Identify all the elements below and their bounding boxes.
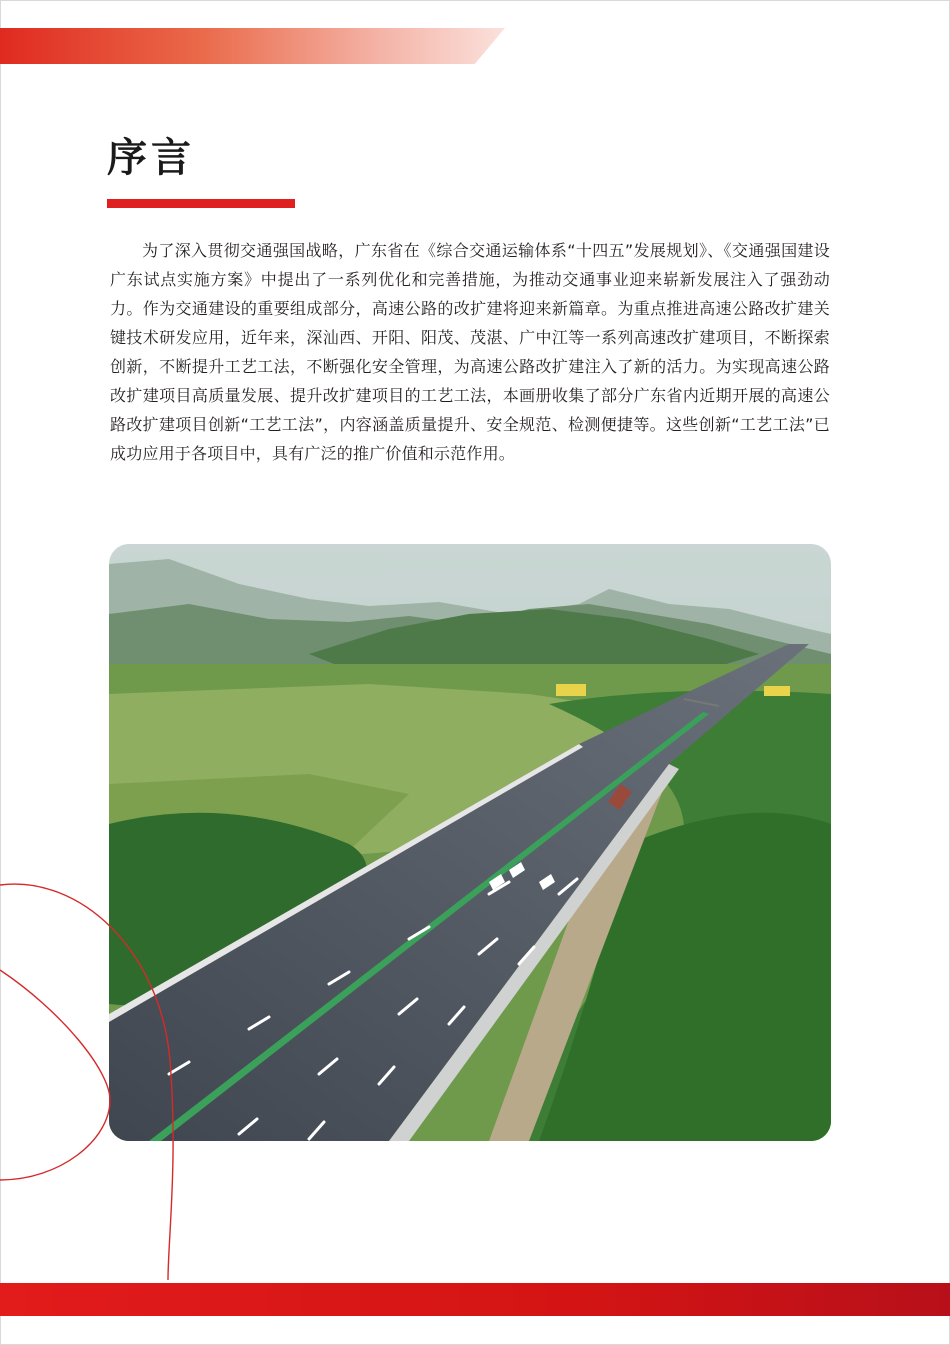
page-title: 序言 [107, 135, 195, 181]
bottom-red-bar [0, 1283, 950, 1316]
decorative-red-arcs [0, 860, 220, 1290]
top-gradient-banner [0, 28, 505, 64]
title-underline [107, 199, 295, 208]
preface-paragraph: 为了深入贯彻交通强国战略，广东省在《综合交通运输体系“十四五”发展规划》、《交通强国建设广东试点实施方案》中提出了一系列优化和完善措施，为推动交通事业迎来崭新发展注入了强劲动力。作为交通建设的重要组成部分，高速公路的改扩建将迎来新篇章。为重点推进高速公路改扩建关键技术研发应用，近年来，深汕西、开阳、阳茂、茂湛、广中江等一系列高速改扩建项目，不断探索创新，不断提升工艺工法，不断强化安全管理，为高速公路改扩建注入了新的活力。为实现高速公路改扩建项目高质量发展、提升改扩建项目的工艺工法，本画册收集了部分广东省内近期开展的高速公路改扩建项目创新“工艺工法”，内容涵盖质量提升、安全规范、检测便捷等。这些创新“工艺工法”已成功应用于各项目中，具有广泛的推广价值和示范作用。 [110, 241, 830, 463]
